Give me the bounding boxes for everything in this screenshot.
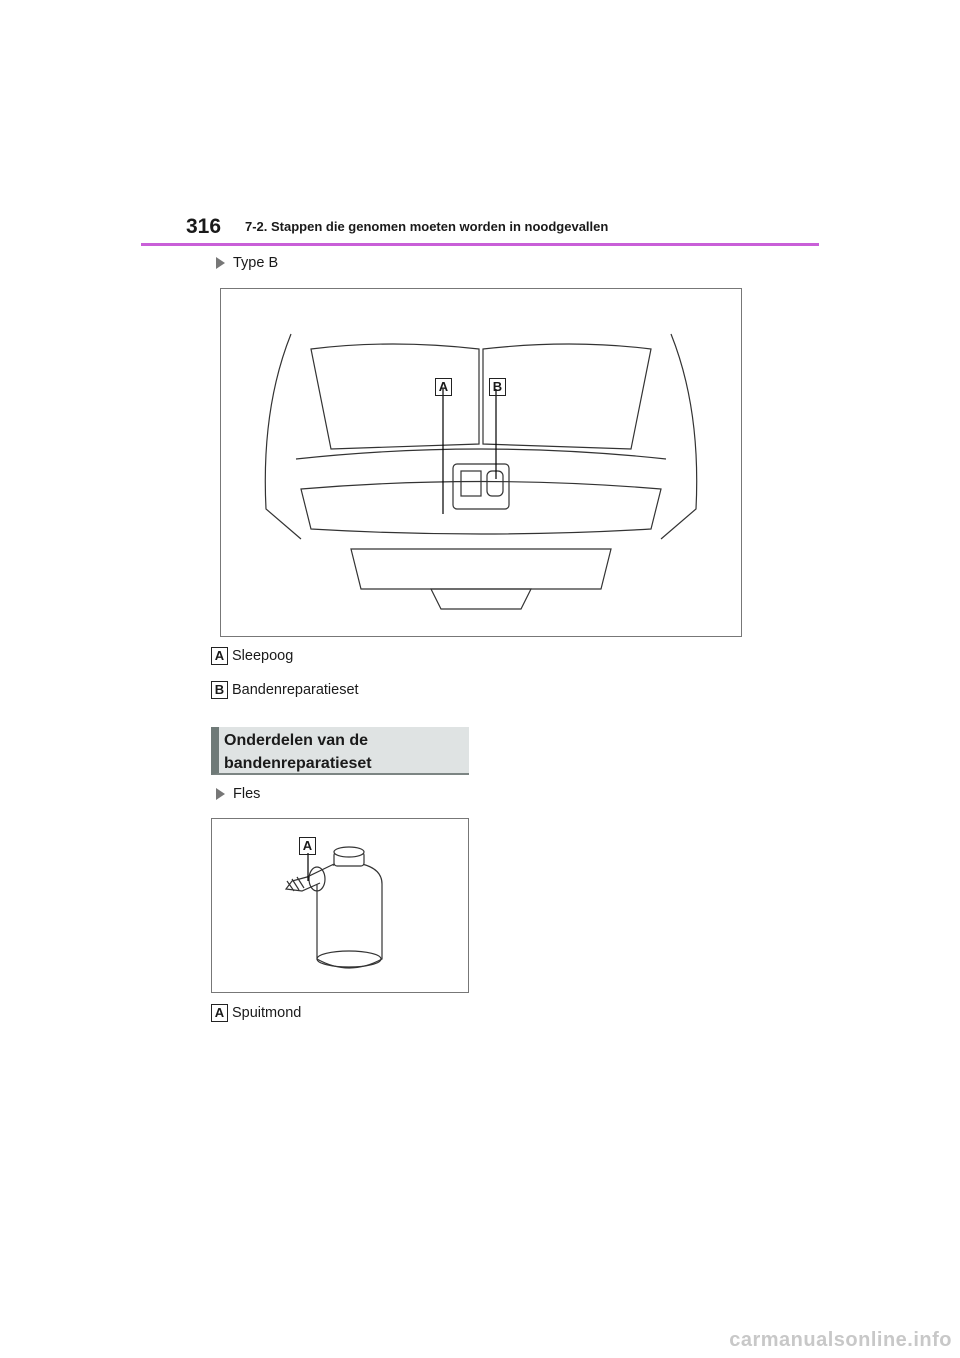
legend-item bbox=[211, 681, 359, 699]
trunk-illustration bbox=[220, 288, 742, 637]
bottle-drawing bbox=[212, 819, 468, 992]
legend-item bbox=[211, 1004, 301, 1022]
triangle-bullet-icon bbox=[216, 788, 225, 800]
section-title-line: Onderdelen van de bbox=[224, 732, 369, 749]
bullet-type-b bbox=[216, 255, 278, 271]
legend-text: Sleepoog bbox=[232, 648, 294, 664]
legend-key: A bbox=[211, 1004, 228, 1022]
triangle-bullet-icon bbox=[216, 257, 225, 269]
chapter-title: 7-2. Stappen die genomen moeten worden in noodgevallen bbox=[245, 219, 609, 234]
legend-text: Bandenreparatieset bbox=[232, 682, 359, 698]
section-title-line: bandenreparatieset bbox=[224, 755, 372, 772]
watermark: carmanualsonline.info bbox=[729, 1329, 952, 1351]
legend-item bbox=[211, 647, 293, 665]
section-heading bbox=[211, 727, 469, 775]
bullet-text: Fles bbox=[233, 786, 261, 802]
header-divider bbox=[141, 243, 819, 246]
bullet-fles bbox=[216, 786, 260, 802]
bullet-text: Type B bbox=[233, 255, 279, 271]
callout-label-a: A bbox=[435, 378, 452, 396]
callout-label-b: B bbox=[489, 378, 506, 396]
bottle-illustration bbox=[211, 818, 469, 993]
legend-key: A bbox=[211, 647, 228, 665]
legend-key: B bbox=[211, 681, 228, 699]
trunk-drawing bbox=[221, 289, 741, 636]
legend-text: Spuitmond bbox=[232, 1005, 302, 1021]
page-number: 316 bbox=[186, 215, 222, 238]
callout-label-a: A bbox=[299, 837, 316, 855]
